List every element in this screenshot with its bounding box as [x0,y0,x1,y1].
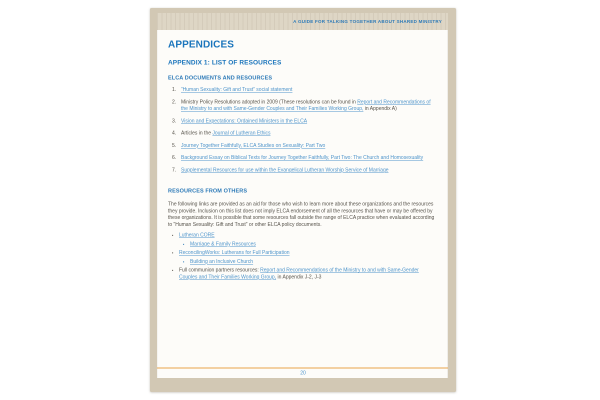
page-content [157,30,448,378]
others-resource-list [168,232,438,283]
resource-link[interactable]: Report and Recommendations of the Ministry to and with Same-Gender Couples and Their Families Working Group, [179,267,419,280]
torn-paper-edge [157,378,448,387]
item-text [179,267,438,281]
resource-link[interactable]: Supplemental Resources for use within the Evangelical Lutheran Worship Service of Marriage [181,167,389,173]
disclaimer-paragraph: The following links are provided as an aid for those who wish to learn more about these organizations and the resources they provide. Inclusion on this list does not imply ELCA endorsement of all the resources that have or may be offered by these organizations. It is possible that some resources fall outside the range of ELCA practice when evaluated according to “Human Sexuality: Gift and Trust” or other ELCA policy documents. [168,201,435,228]
numbered-resource-item [172,167,438,174]
item-number: 1. [172,87,177,93]
scanned-document-page [150,8,456,392]
item-text [181,155,438,162]
bullet-resource-item [172,241,438,248]
item-number: 4. [172,130,177,136]
page-number: 20 [300,370,306,376]
resource-link[interactable]: Background Essay on Biblical Texts for Journey Together Faithfully, Part Two: The Church and Homosexuality [181,155,424,161]
numbered-resource-item [172,87,438,94]
resource-link[interactable]: ReconcilingWorks: Lutherans for Full Participation [179,250,290,256]
bullet-resource-item [172,267,438,281]
numbered-resource-item [172,155,438,162]
text-segment: Ministry Policy Resolutions adopted in 2009 (These resolutions can be found in [181,99,358,105]
resource-link[interactable]: Building an Inclusive Church [190,258,254,265]
text-segment: in Appendix A) [363,106,397,112]
section-heading-resources-from-others: RESOURCES FROM OTHERS [168,188,248,194]
page-header-band [157,13,448,30]
appendix-heading: APPENDIX 1: LIST OF RESOURCES [168,58,282,66]
section-heading-elca-documents: ELCA DOCUMENTS AND RESOURCES [168,75,273,81]
numbered-resource-item [172,99,438,113]
elca-resource-list [168,87,438,180]
bullet-resource-item [172,258,438,265]
bullet-icon: ▪ [183,241,185,247]
item-text [179,250,438,257]
bullet-icon: ▪ [172,250,174,255]
text-segment: Articles in the [181,130,213,136]
numbered-resource-item [172,118,438,125]
resource-link[interactable]: Report and Recommendations of the Ministry to and with Same-Gender Couples and Their Families Working Group, [181,99,431,112]
resource-link[interactable]: “Human Sexuality: Gift and Trust” social statement [181,87,293,93]
item-text [181,118,438,125]
bullet-icon: ▪ [172,233,174,238]
resource-link[interactable]: Marriage & Family Resources [190,241,256,247]
text-segment: in Appendix J-2, J-3 [276,274,322,280]
text-segment: Full communion partners resources: [179,267,261,273]
item-text [190,258,438,265]
resource-link[interactable]: Lutheran CORE [179,232,215,238]
item-number: 5. [172,142,177,149]
item-number: 7. [172,167,177,173]
item-text [181,87,438,94]
item-text [181,167,438,174]
item-number: 2. [172,99,177,105]
numbered-resource-item [172,130,438,137]
numbered-resource-item [172,142,438,149]
item-text [181,99,438,113]
bullet-icon: ▪ [183,259,185,264]
resource-link[interactable]: Journey Together Faithfully, ELCA Studies on Sexuality: Part Two [181,142,326,149]
resource-link[interactable]: Vision and Expectations: Ordained Ministers in the ELCA [181,118,308,124]
item-number: 3. [172,118,177,124]
item-text [190,241,438,248]
item-text [181,142,438,149]
running-header-title: A GUIDE FOR TALKING TOGETHER ABOUT SHARED MINISTRY [293,19,442,24]
bullet-resource-item [172,232,438,239]
bullet-resource-item [172,250,438,257]
page-footer [168,368,438,379]
item-number: 6. [172,155,177,161]
item-text [179,232,438,239]
page-title: APPENDICES [168,39,235,50]
item-text [181,130,438,137]
bullet-icon: ▪ [172,268,174,273]
resource-link[interactable]: Journal of Lutheran Ethics [212,130,271,136]
